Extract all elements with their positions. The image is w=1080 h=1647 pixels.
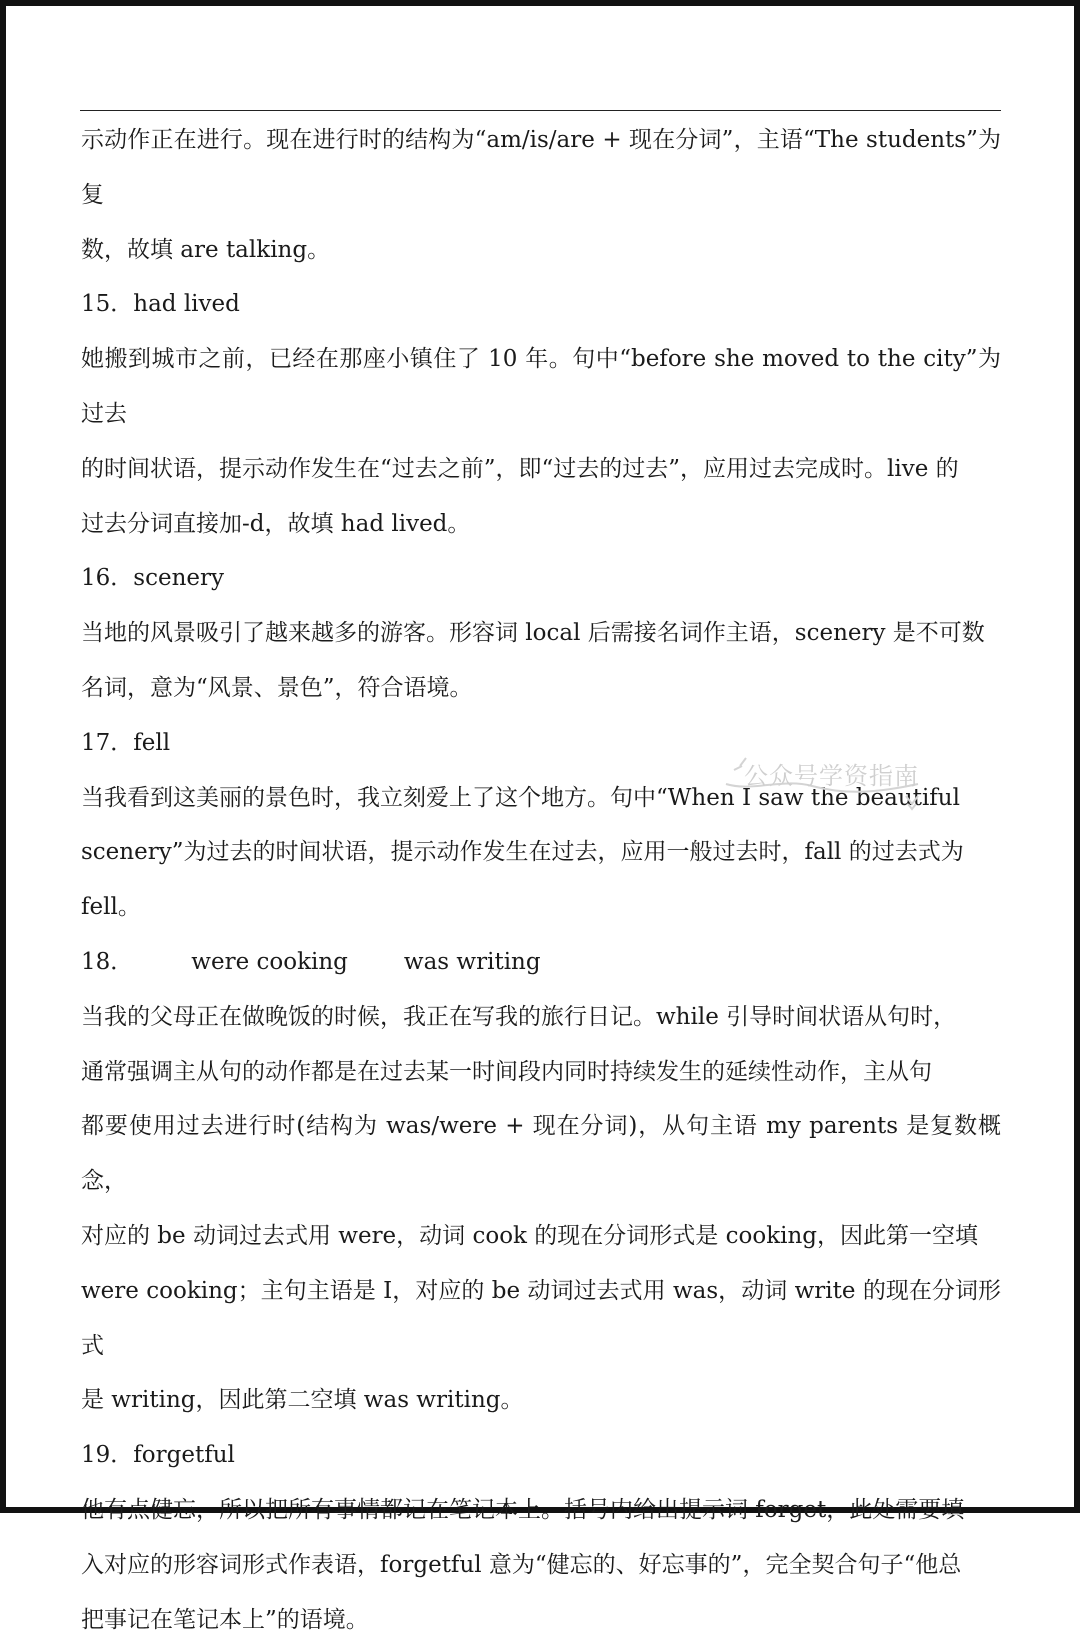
text-line: 名词，意为“风景、景色”，符合语境。 — [81, 674, 473, 701]
question-heading-16: 16．scenery — [81, 565, 224, 592]
question-heading-15: 15．had lived — [81, 291, 240, 318]
text-line: 当我看到这美丽的景色时，我立刻爱上了这个地方。句中“When I saw the beautiful — [81, 784, 960, 811]
text-line: 过去分词直接加-d，故填 had lived。 — [81, 510, 471, 537]
text-line: 把事记在笔记本上”的语境。 — [81, 1606, 369, 1633]
answer-1: were cooking — [191, 948, 348, 975]
text-line: 通常强调主从句的动作都是在过去某一时间段内同时持续发生的延续性动作，主从句 — [81, 1058, 932, 1085]
text-line: 的时间状语，提示动作发生在“过去之前”，即“过去的过去”，应用过去完成时。live 的 — [81, 455, 959, 482]
watermark-text: 公众号学资指南 — [744, 762, 919, 790]
header-rule — [80, 110, 1001, 111]
text-line: 当我的父母正在做晚饭的时候，我正在写我的旅行日记。while 引导时间状语从句时， — [81, 1003, 957, 1030]
question-heading-17: 17．fell — [81, 729, 171, 756]
text-line: fell。 — [81, 894, 141, 921]
text-line: scenery”为过去的时间状语，提示动作发生在过去，应用一般过去时，fall 的过去式为 — [81, 839, 964, 866]
text-line: 数，故填 are talking。 — [81, 236, 331, 263]
text-line: 当地的风景吸引了越来越多的游客。形容词 local 后需接名词作主语，scenery 是不可数 — [81, 620, 985, 647]
answer-explanations — [81, 113, 1001, 1647]
text-line: 是 writing，因此第二空填 was writing。 — [81, 1387, 524, 1414]
question-heading-18 — [81, 935, 1001, 990]
text-line: 她搬到城市之前，已经在那座小镇住了 10 年。句中“before she moved to the city”为过去 — [81, 346, 1001, 427]
text-line: 示动作正在进行。现在进行时的结构为“am/is/are + 现在分词”，主语“The students”为复 — [81, 127, 1001, 208]
text-line: 对应的 be 动词过去式用 were，动词 cook 的现在分词形式是 cooking，因此第一空填 — [81, 1222, 979, 1249]
question-number: 18． — [81, 948, 134, 975]
question-heading-19: 19．forgetful — [81, 1442, 235, 1469]
text-line: 入对应的形容词形式作表语，forgetful 意为“健忘的、好忘事的”，完全契合句子“他总 — [81, 1551, 962, 1578]
text-line: were cooking；主句主语是 I，对应的 be 动词过去式用 was，动词 write 的现在分词形式 — [81, 1277, 1001, 1359]
answer-2: was writing — [403, 948, 541, 975]
watermark — [722, 748, 932, 818]
text-line: 他有点健忘，所以把所有事情都记在笔记本上。括号内给出提示词 forget，此处需要填 — [81, 1496, 965, 1523]
text-line: 都要使用过去进行时(结构为 was/were + 现在分词)，从句主语 my parents 是复数概念， — [81, 1113, 1001, 1195]
